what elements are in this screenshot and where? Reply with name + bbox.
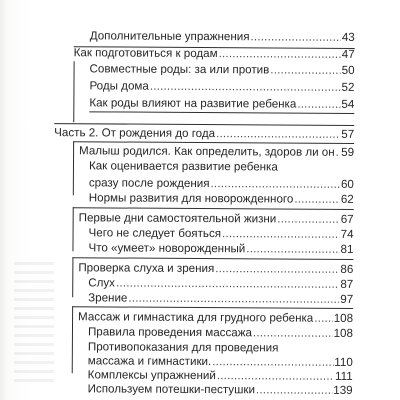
toc-page-number: 57 <box>341 127 355 141</box>
dot-leader <box>212 355 333 369</box>
dot-leader <box>219 47 341 61</box>
toc-entry-title: Малыш родился. Как определить, здоров ли он <box>79 144 335 159</box>
toc-entry-title: Совместные роды: за или против <box>89 62 270 77</box>
toc-entry-prepare-for-birth[interactable] <box>74 46 355 61</box>
toc-entry-baby-born[interactable] <box>79 144 354 159</box>
toc-entry-title: Зрение <box>88 291 128 305</box>
dot-leader <box>222 227 340 241</box>
toc-entry-title: Чего не следует бояться <box>88 226 222 241</box>
dot-leader <box>277 212 340 225</box>
toc-entry-title: Как роды влияют на развитие ребенка <box>89 96 297 111</box>
toc-page-number: 110 <box>334 355 353 369</box>
dot-leader <box>270 63 340 76</box>
dot-leader <box>215 262 339 276</box>
toc-entry-title: Первые дни самостоятельной жизни <box>78 211 277 226</box>
toc-entry-title: Правила проведения массажа <box>87 325 252 340</box>
toc-page-number: 97 <box>340 292 354 306</box>
toc-entry-massage-rules[interactable] <box>88 325 353 340</box>
toc-entry-no-fear[interactable] <box>89 226 354 241</box>
section-bracket <box>73 61 74 122</box>
toc-page-number: 108 <box>333 311 354 325</box>
toc-page-number: 52 <box>341 80 355 94</box>
toc-entry-title: Используем потешки-пестушки <box>87 382 255 397</box>
section-divider <box>73 207 354 210</box>
toc-page-number: 108 <box>333 326 354 340</box>
dot-leader <box>128 292 339 306</box>
toc-entry-title: Комплексы упражнений <box>87 368 216 383</box>
toc-entry-joint-birth[interactable] <box>90 62 355 77</box>
toc-entry-title: Проверка слуха и зрения <box>78 261 215 276</box>
section-divider <box>72 257 353 260</box>
toc-entry-title: Нормы развития для новорожденного <box>88 191 294 206</box>
dot-leader <box>250 30 340 44</box>
dot-leader <box>253 326 333 339</box>
dot-leader <box>256 383 332 396</box>
toc-entry-hearing[interactable] <box>88 276 353 291</box>
toc-page-number: 59 <box>341 145 355 159</box>
toc-page-number: 139 <box>333 383 353 397</box>
toc-entry-vision[interactable] <box>88 291 353 306</box>
toc-entry-first-days[interactable] <box>79 211 354 226</box>
toc-page-number: 74 <box>340 227 354 241</box>
toc-entry-newborn-norms[interactable] <box>89 191 354 206</box>
toc-page-number: 62 <box>340 192 354 206</box>
toc-part-heading[interactable] <box>54 126 354 141</box>
toc-page-number: 54 <box>341 97 355 111</box>
dot-leader <box>246 242 339 256</box>
section-bracket <box>72 207 73 251</box>
dot-leader <box>210 177 340 191</box>
toc-entry-title: Дополнительные упражнения <box>89 29 250 44</box>
toc-page-number: 111 <box>335 369 353 383</box>
toc-entry-title-continued: сразу после рождения <box>88 176 210 191</box>
toc-entry-title: Массаж и гимнастика для грудного ребенка <box>78 310 314 325</box>
section-divider <box>89 111 354 114</box>
toc-entry-additional-exercises[interactable] <box>90 29 355 44</box>
toc-entry-assessment[interactable] <box>89 176 354 191</box>
toc-page-number: 86 <box>340 262 354 276</box>
toc-entry-massage[interactable] <box>78 310 353 325</box>
dot-leader <box>216 127 340 141</box>
toc-entry-title: Как оценивается развитие ребенка <box>88 159 278 174</box>
dot-leader <box>297 98 340 111</box>
toc-page-number: 81 <box>340 242 354 256</box>
toc-entry-home-birth[interactable] <box>89 79 354 94</box>
section-bracket <box>72 306 73 373</box>
section-bracket <box>72 257 73 297</box>
section-bracket <box>73 141 74 195</box>
toc-entry-exercise-sets[interactable] <box>88 368 353 383</box>
toc-entry-hearing-vision[interactable] <box>78 261 353 276</box>
toc-entry-newborn-skills[interactable] <box>88 241 353 256</box>
dot-leader <box>116 276 339 290</box>
dot-leader <box>217 369 334 383</box>
toc-page-number: 43 <box>341 30 355 44</box>
toc-entry-title: Что «умеет» новорожденный <box>88 241 246 256</box>
dot-leader <box>294 193 340 206</box>
toc-entry-title: Слух <box>88 276 116 290</box>
toc-entry-contraindications[interactable] <box>88 354 353 369</box>
dot-leader <box>150 80 341 94</box>
toc-page-number: 67 <box>340 212 354 226</box>
dot-leader <box>336 146 341 159</box>
toc-entry-title: Часть 2. От рождения до года <box>54 126 216 141</box>
dot-leader <box>314 312 333 325</box>
toc-entry-title-continued: массажа и гимнастики. <box>87 354 212 369</box>
section-divider <box>72 306 353 309</box>
toc-page-number: 47 <box>341 47 355 61</box>
toc-entry-title: Противопоказания для проведения <box>87 340 279 355</box>
toc-page-number: 50 <box>341 63 355 77</box>
toc-entry-nursery-rhymes[interactable] <box>88 382 353 397</box>
toc-page-number: 60 <box>340 177 354 191</box>
toc-entry-birth-influence[interactable] <box>89 96 354 111</box>
toc-entry-title: Роды дома <box>89 79 149 93</box>
toc-entry-title: Как подготовиться к родам <box>73 46 218 61</box>
toc-page-number: 87 <box>340 277 354 291</box>
